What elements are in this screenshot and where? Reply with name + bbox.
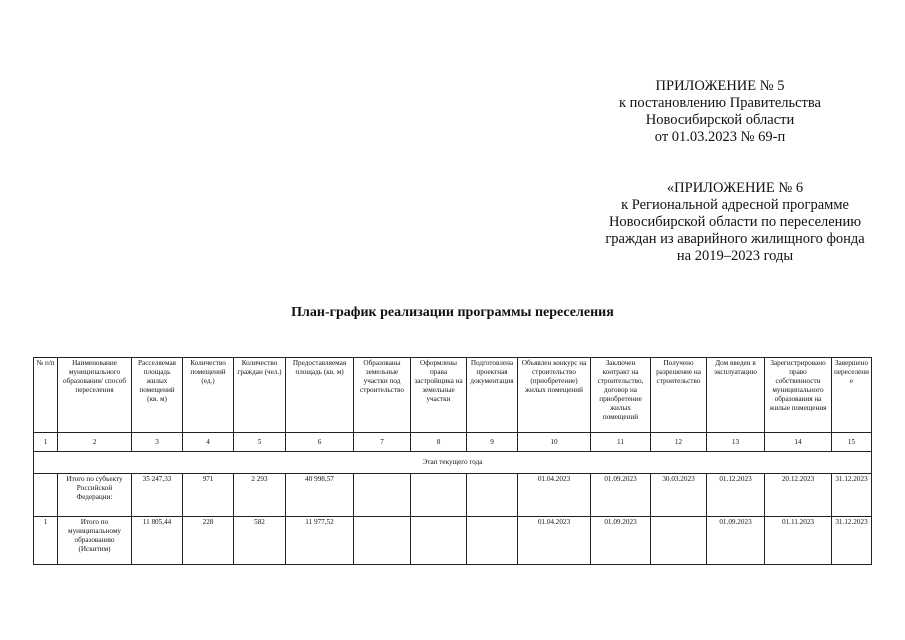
table-cell: 01.04.2023 [518,474,591,517]
column-number: 8 [411,433,467,452]
header-cell: № п/п [34,358,58,433]
appendix-6-line: граждан из аварийного жилищного фонда [605,231,865,247]
table-row [34,474,872,517]
table-cell: 971 [183,474,234,517]
table-cell: 2 293 [234,474,286,517]
table-cell [411,517,467,565]
header-cell: Наименование муниципального образования/ способ переселения [58,358,132,433]
table-cell: 11 805,44 [132,517,183,565]
table-cell: Итого по муниципальному образованию (Искитим) [58,517,132,565]
header-cell: Образованы земельные участки под строительство [354,358,411,433]
column-number: 5 [234,433,286,452]
column-number: 13 [707,433,765,452]
appendix-6-line: к Региональной адресной программе [621,197,849,213]
table-cell: 40 998,57 [286,474,354,517]
stage-label: Этап текущего года [34,452,872,474]
header-cell: Завершено переселение [832,358,872,433]
appendix-5-line: к постановлению Правительства [619,95,821,111]
table-cell: 31.12.2023 [832,517,872,565]
column-number: 4 [183,433,234,452]
column-number: 11 [591,433,651,452]
header-cell: Количество граждан (чел.) [234,358,286,433]
column-number: 3 [132,433,183,452]
table-cell: 01.09.2023 [591,474,651,517]
appendix-5-header [585,78,855,146]
appendix-5-line: ПРИЛОЖЕНИЕ № 5 [655,78,785,94]
table-cell: 01.12.2023 [707,474,765,517]
table-header-row [34,358,872,433]
table-cell: 30.03.2023 [651,474,707,517]
table-cell: 01.09.2023 [707,517,765,565]
column-number: 10 [518,433,591,452]
appendix-6-line: на 2019–2023 годы [676,248,794,264]
table-cell: 20.12.2023 [765,474,832,517]
table-cell: 01.11.2023 [765,517,832,565]
table-cell: 35 247,33 [132,474,183,517]
column-number: 6 [286,433,354,452]
header-cell: Оформлены права застройщика на земельные участки [411,358,467,433]
table-cell: 31.12.2023 [832,474,872,517]
table-cell: 01.09.2023 [591,517,651,565]
appendix-5-line: Новосибирской области [645,112,795,128]
header-cell: Предоставляемая площадь (кв. м) [286,358,354,433]
column-number: 7 [354,433,411,452]
header-cell: Объявлен конкурс на строительство (приобретение) жилых помещений [518,358,591,433]
header-cell: Получено разрешение на строительство [651,358,707,433]
table-cell [354,517,411,565]
resettlement-schedule-table [33,357,872,565]
column-number: 2 [58,433,132,452]
stage-row [34,452,872,474]
table-cell [651,517,707,565]
column-number: 9 [467,433,518,452]
appendix-5-line: от 01.03.2023 № 69-п [654,129,786,145]
header-cell: Расселяемая площадь жилых помещений (кв. м) [132,358,183,433]
table-cell: 11 977,52 [286,517,354,565]
table-cell: 582 [234,517,286,565]
appendix-6-line: «ПРИЛОЖЕНИЕ № 6 [666,180,804,196]
header-cell: Подготовлена проектная документация [467,358,518,433]
table-cell: 228 [183,517,234,565]
column-number: 12 [651,433,707,452]
appendix-6-line: Новосибирской области по переселению [608,214,862,230]
table-cell: Итого по субъекту Российской Федерации: [58,474,132,517]
column-number: 14 [765,433,832,452]
table-cell [467,474,518,517]
column-number: 15 [832,433,872,452]
table-cell: 1 [34,517,58,565]
header-cell: Зарегистрировано право собственности муниципального образования на жилые помещения [765,358,832,433]
table-cell [467,517,518,565]
document-title: План-график реализации программы переселения [291,305,614,320]
column-number-row [34,433,872,452]
table-cell: 01.04.2023 [518,517,591,565]
header-cell: Количество помещений (ед.) [183,358,234,433]
table-cell [34,474,58,517]
table-cell [411,474,467,517]
header-cell: Заключен контракт на строительство, договор на приобретение жилых помещений [591,358,651,433]
column-number: 1 [34,433,58,452]
appendix-6-header [590,180,880,265]
header-cell: Дом введен в эксплуатацию [707,358,765,433]
table-row [34,517,872,565]
table-cell [354,474,411,517]
